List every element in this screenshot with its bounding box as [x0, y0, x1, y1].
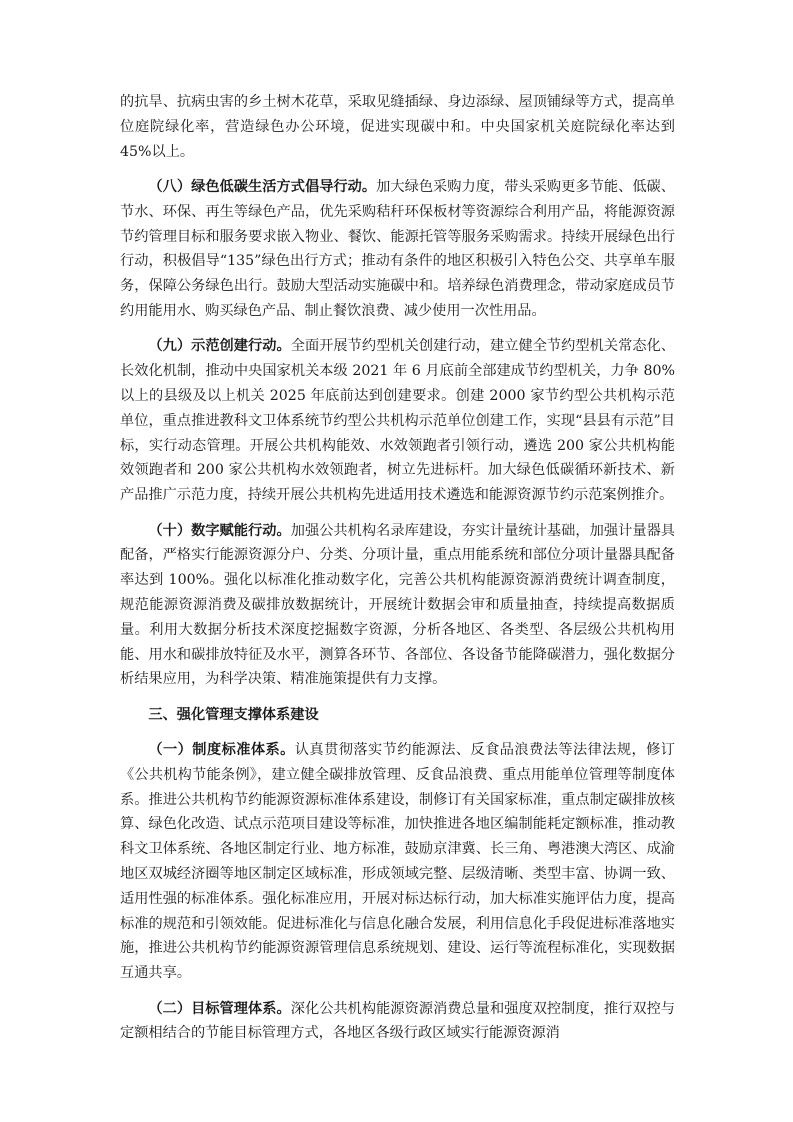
paragraph-digital-empowerment — [120, 519, 675, 693]
paragraph-lead-heading: （九）示范创建行动。 — [148, 338, 291, 355]
paragraph-green-lifestyle — [120, 175, 675, 324]
paragraph-target-management — [120, 997, 675, 1047]
paragraph-demonstration — [120, 334, 675, 508]
paragraph-standards-system — [120, 738, 675, 986]
paragraph-lead-heading: （二）目标管理体系。 — [148, 1000, 291, 1017]
section-heading: 三、强化管理支撑体系建设 — [148, 706, 319, 723]
paragraph-greening-continued — [120, 90, 675, 164]
paragraph-lead-heading: （八）绿色低碳生活方式倡导行动。 — [148, 178, 377, 195]
paragraph-text: 深化公共机构能源资源消费总量和强度双控制度，推行双控与定额相结合的节能目标管理方式，各地区各级行政区域实行能源资源消 — [120, 1000, 675, 1042]
paragraph-text: 认真贯彻落实节约能源法、反食品浪费法等法律法规，修订《公共机构节能条例》，建立健全碳排放管理、反食品浪费、重点用能单位管理等制度体系。推进公共机构节约能源资源标准体系建设，制修订有关国家标准，重点制定碳排放核算、绿色化改造、试点示范项目建设等标准，加快推进各地区编制能耗定额标准，推动教科文卫体系统、各地区制定行业、地方标准，鼓励京津冀、长三角、粤港澳大湾区、成渝地区双城经济圈等地区制定区域标准，形成领域完整、层级清晰、类型丰富、协调一致、适用性强的标准体系。强化标准应用，开展对标达标行动，加大标准实施评估力度，提高标准的规范和引领效能。促进标准化与信息化融合发展，利用信息化手段促进标准落地实施，推进公共机构节约能源资源管理信息系统规划、建设、运行等流程标准化，实现数据互通共享。 — [120, 742, 675, 982]
paragraph-text: 全面开展节约型机关创建行动，建立健全节约型机关常态化、长效化机制，推动中央国家机关本级 2021 年 6 月底前全部建成节约型机关，力争 80%以上的县级及以上机关 2025 年底前达到创建要求。创建 2000 家节约型公共机构示范单位，重点推进教科文卫体系统节约型公共机构示范单位创建工作，实现“县县有示范”目标，实行动态管理。开展公共机构能效、水效领跑者引领行动，遴选 200 家公共机构能效领跑者和 200 家公共机构水效领跑者，树立先进标杆。加大绿色低碳循环新技术、新产品推广示范力度，持续开展公共机构先进适用技术遴选和能源资源节约示范案例推介。 — [120, 338, 675, 504]
paragraph-text: 加大绿色采购力度，带头采购更多节能、低碳、节水、环保、再生等绿色产品，优先采购秸秆环保板材等资源综合利用产品，将能源资源节约管理目标和服务要求嵌入物业、餐饮、能源托管等服务采购需求。持续开展绿色出行行动，积极倡导“135”绿色出行方式；推动有条件的地区积极引入特色公交、共享单车服务，保障公务绿色出行。鼓励大型活动实施碳中和。培养绿色消费理念，带动家庭成员节约用能用水、购买绿色产品、制止餐饮浪费、减少使用一次性用品。 — [120, 178, 675, 319]
paragraph-lead-heading: （十）数字赋能行动。 — [148, 522, 291, 539]
paragraph-lead-heading: （一）制度标准体系。 — [148, 742, 295, 759]
paragraph-text: 加强公共机构名录库建设，夯实计量统计基础，加强计量器具配备，严格实行能源资源分户、分类、分项计量，重点用能系统和部位分项计量器具配备率达到 100%。强化以标准化推动数字化，完善公共机构能源资源消费统计调查制度，规范能源资源消费及碳排放数据统计，开展统计数据会审和质量抽查，持续提高数据质量。利用大数据分析技术深度挖掘数字资源，分析各地区、各类型、各层级公共机构用能、用水和碳排放特征及水平，测算各环节、各部位、各设备节能降碳潜力，强化数据分析结果应用，为科学决策、精准施策提供有力支撑。 — [120, 522, 675, 688]
paragraph-text: 的抗旱、抗病虫害的乡土树木花草，采取见缝插绿、身边添绿、屋顶铺绿等方式，提高单位庭院绿化率，营造绿色办公环境，促进实现碳中和。中央国家机关庭院绿化率达到 45%以上。 — [120, 94, 675, 160]
document-page — [120, 90, 675, 1057]
